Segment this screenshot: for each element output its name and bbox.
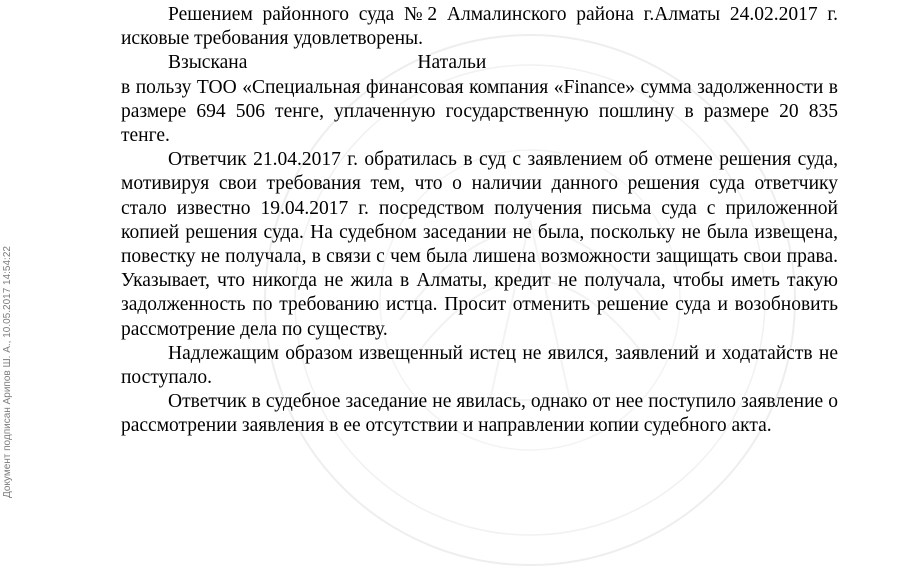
paragraph-defendant-absent: Ответчик в судебное заседание не явилась, однако от нее поступило заявление о рассмотрении заявления в ее отсутствии и направлении копии судебного акта. [121,391,838,437]
paragraph-recovery [121,51,838,75]
paragraph-plaintiff-absent: Надлежащим образом извещенный истец не явился, заявлений и ходатайств не поступало. [121,342,838,389]
paragraph-decision: Решением районного суда №2 Алмалинского района г.Алматы 24.02.2017 г. исковые требования удовлетворены. [121,4,838,50]
paragraph-defendant-application: Ответчик 21.04.2017 г. обратилась в суд с заявлением об отмене решения суда, мотивируя свои требования тем, что о наличии данного решения суда ответчику стало известно 19.04.2017 г. посредством получения письма суда с приложенной копией решения суда. На судебном заседании не была, поскольку не была извещена, повестку не получала, в связи с чем была лишена возможности защищать свои права. Указывает, что никогда не жила в Алматы, кредит не получала, чтобы иметь такую задолженность по требованию истца. Просит отменить решение суда и возобновить рассмотрение дела по существу. [121,149,838,340]
recovered-verb: Взыскана [168,52,248,74]
digital-signature-stamp: Документ подписан Арипов Ш. А., 10.05.2017 14:54:22 [2,246,13,498]
debtor-name: Натальи [417,52,487,74]
document-body [121,3,838,439]
paragraph-recovery-continued: в пользу ТОО «Специальная финансовая компания «Finance» сумма задолженности в размере 694 506 тенге, уплаченную государственную пошлину в размере 20 835 тенге. [121,76,838,147]
